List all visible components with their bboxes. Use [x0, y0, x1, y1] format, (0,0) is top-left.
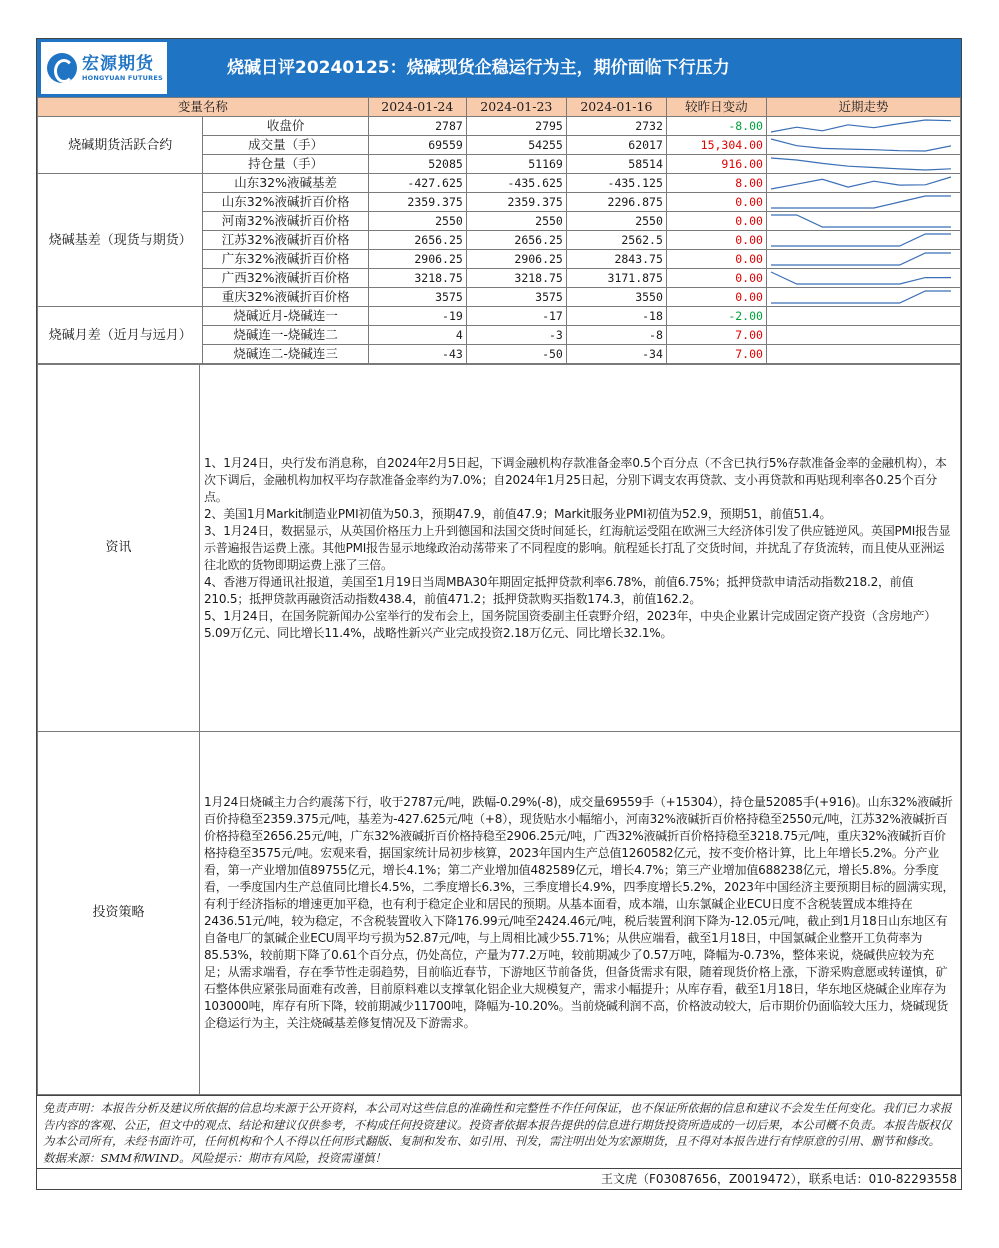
trend-sparkline	[766, 117, 960, 136]
change-value: 8.00	[666, 174, 766, 193]
value-2024-01-24: 2359.375	[368, 193, 466, 212]
logo-en: HONGYUAN FUTURES	[82, 73, 163, 82]
sparkline-svg	[767, 269, 955, 287]
variable-name: 广东32%液碱折百价格	[203, 250, 368, 269]
news-item: 5、1月24日，在国务院新闻办公室举行的发布会上，国务院国资委副主任袁野介绍，2023年，中央企业累计完成固定资产投资（含房地产）5.09万亿元、同比增长11.4%，战略性新兴产业完成投资2.18万亿元、同比增长32.1%。	[204, 608, 937, 640]
sparkline-svg	[767, 174, 955, 192]
variable-name: 山东32%液碱折百价格	[203, 193, 368, 212]
value-2024-01-16: -435.125	[566, 174, 666, 193]
sparkline-svg	[767, 212, 955, 230]
value-2024-01-23: -17	[466, 307, 566, 326]
sparkline-line	[771, 215, 951, 227]
value-2024-01-23: -435.625	[466, 174, 566, 193]
trend-sparkline	[766, 269, 960, 288]
value-2024-01-16: 2562.5	[566, 231, 666, 250]
sparkline-svg	[767, 250, 955, 268]
news-item: 3、1月24日，数据显示，从英国价格压力上升到德国和法国交货时间延长，红海航运受阻在欧洲三大经济体引发了供应链逆风。英国PMI报告显示普遍报告运费上涨。其他PMI报告显示地缘政治动荡带来了不同程度的影响。航程延长打乱了交货时间，并扰乱了存货流转，而且使从亚洲运往北欧的货物即期运费上涨了三倍。	[204, 523, 951, 572]
value-2024-01-23: 2359.375	[466, 193, 566, 212]
value-2024-01-24: -43	[368, 345, 466, 364]
value-2024-01-24: -19	[368, 307, 466, 326]
sparkline-svg	[767, 231, 955, 249]
value-2024-01-23: 2656.25	[466, 231, 566, 250]
value-2024-01-23: 3575	[466, 288, 566, 307]
trend-sparkline	[766, 250, 960, 269]
news-item: 4、香港万得通讯社报道，美国至1月19日当周MBA30年期固定抵押贷款利率6.78%，前值6.75%；抵押贷款申请活动指数218.2，前值210.5；抵押贷款再融资活动指数438.4，前值471.2；抵押贷款购买指数174.3，前值162.2。	[204, 574, 914, 606]
trend-sparkline	[766, 212, 960, 231]
variable-name: 烧碱连二-烧碱连三	[203, 345, 368, 364]
report-title: 烧碱日评20240125：烧碱现货企稳运行为主，期价面临下行压力	[227, 58, 730, 78]
sparkline-line	[771, 196, 951, 208]
change-value: 0.00	[666, 193, 766, 212]
variable-name: 河南32%液碱折百价格	[203, 212, 368, 231]
group-label: 烧碱基差（现货与期货）	[38, 174, 203, 307]
value-2024-01-16: 62017	[566, 136, 666, 155]
value-2024-01-16: 2843.75	[566, 250, 666, 269]
sparkline-line	[771, 177, 951, 189]
value-2024-01-16: 2732	[566, 117, 666, 136]
sparkline-svg	[767, 193, 955, 211]
sparkline-line	[771, 158, 951, 170]
value-2024-01-24: 3575	[368, 288, 466, 307]
sparkline-line	[771, 272, 951, 284]
trend-sparkline	[766, 174, 960, 193]
change-value: 0.00	[666, 269, 766, 288]
sparkline-line	[771, 120, 951, 132]
trend-sparkline	[766, 193, 960, 212]
trend-sparkline	[766, 155, 960, 174]
variable-name: 持仓量（手）	[203, 155, 368, 174]
group-label: 烧碱月差（近月与远月）	[38, 307, 203, 364]
sparkline-line	[771, 139, 951, 151]
value-2024-01-16: 2550	[566, 212, 666, 231]
logo-icon	[47, 53, 77, 83]
value-2024-01-23: -50	[466, 345, 566, 364]
variable-name: 重庆32%液碱折百价格	[203, 288, 368, 307]
logo-cn: 宏源期货	[82, 53, 154, 74]
change-value: 916.00	[666, 155, 766, 174]
value-2024-01-24: 3218.75	[368, 269, 466, 288]
trend-sparkline	[766, 345, 960, 364]
sparkline-svg	[767, 155, 955, 173]
value-2024-01-16: 3171.875	[566, 269, 666, 288]
variable-name: 烧碱近月-烧碱连一	[203, 307, 368, 326]
variable-name: 成交量（手）	[203, 136, 368, 155]
col-header-trend: 近期走势	[766, 98, 960, 117]
analyst-footer: 王文虎（F03087656，Z0019472），联系电话：010-82293558	[37, 1168, 961, 1189]
sparkline-line	[771, 234, 951, 246]
trend-sparkline	[766, 136, 960, 155]
value-2024-01-24: 69559	[368, 136, 466, 155]
variable-name: 烧碱连一-烧碱连二	[203, 326, 368, 345]
data-source-text: 数据来源：SMM和WIND。风险提示：期市有风险，投资需谨慎！	[43, 1150, 387, 1165]
news-label: 资讯	[38, 365, 200, 732]
trend-sparkline	[766, 288, 960, 307]
variable-name: 广西32%液碱折百价格	[203, 269, 368, 288]
sparkline-svg	[767, 117, 955, 135]
text-table	[37, 364, 961, 1095]
variable-name: 山东32%液碱基差	[203, 174, 368, 193]
table-header-row	[38, 98, 961, 117]
disclaimer-block	[37, 1095, 961, 1168]
change-value: 0.00	[666, 212, 766, 231]
table-row	[38, 307, 961, 326]
table-row	[38, 174, 961, 193]
value-2024-01-23: 51169	[466, 155, 566, 174]
col-header-date-2: 2024-01-23	[466, 98, 566, 117]
value-2024-01-23: -3	[466, 326, 566, 345]
value-2024-01-16: 2296.875	[566, 193, 666, 212]
change-value: 7.00	[666, 326, 766, 345]
col-header-variable: 变量名称	[38, 98, 369, 117]
change-value: -2.00	[666, 307, 766, 326]
value-2024-01-16: 3550	[566, 288, 666, 307]
value-2024-01-24: 2787	[368, 117, 466, 136]
sparkline-line	[771, 253, 951, 265]
trend-sparkline	[766, 231, 960, 250]
value-2024-01-24: 2906.25	[368, 250, 466, 269]
value-2024-01-24: -427.625	[368, 174, 466, 193]
col-header-date-1: 2024-01-24	[368, 98, 466, 117]
trend-sparkline	[766, 326, 960, 345]
company-logo	[41, 42, 167, 94]
strategy-label: 投资策略	[38, 732, 200, 1095]
value-2024-01-16: -8	[566, 326, 666, 345]
value-2024-01-23: 2906.25	[466, 250, 566, 269]
value-2024-01-24: 52085	[368, 155, 466, 174]
value-2024-01-23: 3218.75	[466, 269, 566, 288]
strategy-text: 1月24日烧碱主力合约震荡下行，收于2787元/吨，跌幅-0.29%(-8)，成交量69559手（+15304），持仓量52085手(+916)。山东32%液碱折百价持稳至2359.375元/吨，基差为-427.625元/吨（+8），现货贴水小幅缩小，河南32%液碱折百价格持稳至2550元/吨，江苏32%液碱折百价格持稳至2656.25元/吨，广东32%液碱折百价格持稳至2906.25元/吨，广西32%液碱折百价格持稳至3218.75元/吨，重庆32%液碱折百价格持稳至3575元/吨。宏观来看，据国家统计局初步核算，2023年国内生产总值1260582亿元，按不变价格计算，比上年增长5.2%。分产业看，第一产业增加值89755亿元，增长4.1%；第二产业增加值482589亿元，增长4.7%；第三产业增加值688238亿元，增长5.8%。分季度看，一季度国内生产总值同比增长4.5%，二季度增长6.3%，三季度增长4.9%，四季度增长5.2%，2023年中国经济主要预期目标的圆满实现，有利于经济指标的增速更加平稳，也有利于稳定企业和居民的预期。从基本面看，成本端，山东氯碱企业ECU日度不含税装置成本维持在2436.51元/吨，较为稳定，不含税装置收入下降176.99元/吨至2424.46元/吨，税后装置利润下降为-12.05元/吨，截止到1月18日山东地区有自备电厂的氯碱企业ECU周平均亏损为52.87元/吨，与上周相比减少55.71%；从供应端看，截至1月18日，中国氯碱企业整开工负荷率为85.53%，较前期下降了0.61个百分点，仍处高位，产量为77.2万吨，较前期减少了0.57万吨，降幅为-0.73%，整体来说，烧碱供应较为充足；从需求端看，存在季节性走弱趋势，目前临近春节，下游地区节前备货，但备货需求有限，随着现货价格上涨，下游采购意愿或转谨慎，矿石整体供应紧张局面难有改善，目前原料难以支撑氧化铝企业大规模复产，需求小幅提升；从库存看，截至1月18日，华东地区烧碱企业库存为103000吨，库存有所下降，较前期减少11700吨，降幅为-10.20%。当前烧碱利润不高，价格波动较大，后市期价仍面临较大压力，烧碱现货企稳运行为主，关注烧碱基差修复情况及下游需求。	[200, 732, 961, 1095]
sparkline-svg	[767, 288, 955, 306]
disclaimer-text: 免责声明：本报告分析及建议所依据的信息均来源于公开资料，本公司对这些信息的准确性和完整性不作任何保证，也不保证所依据的信息和建议不会发生任何变化。我们已力求报告内容的客观、公正，但文中的观点、结论和建议仅供参考，不构成任何投资建议。投资者依据本报告提供的信息进行期货投资所造成的一切后果，本公司概不负责。本报告版权仅为本公司所有，未经书面许可，任何机构和个人不得以任何形式翻版、复制和发布、如引用、刊发，需注明出处为宏源期货，且不得对本报告进行有悖原意的引用、删节和修改。	[43, 1101, 952, 1148]
sparkline-line	[771, 291, 951, 303]
change-value: -8.00	[666, 117, 766, 136]
value-2024-01-23: 2795	[466, 117, 566, 136]
report-sheet	[36, 38, 962, 1190]
trend-sparkline	[766, 307, 960, 326]
sparkline-svg	[767, 136, 955, 154]
value-2024-01-23: 54255	[466, 136, 566, 155]
value-2024-01-24: 4	[368, 326, 466, 345]
group-label: 烧碱期货活跃合约	[38, 117, 203, 174]
value-2024-01-16: 58514	[566, 155, 666, 174]
news-text	[200, 365, 961, 732]
value-2024-01-24: 2656.25	[368, 231, 466, 250]
change-value: 0.00	[666, 231, 766, 250]
news-item: 1、1月24日，央行发布消息称，自2024年2月5日起，下调金融机构存款准备金率0.5个百分点（不含已执行5%存款准备金率的金融机构），本次下调后，金融机构加权平均存款准备金率约为7.0%；自2024年1月25日起，分别下调支农再贷款、支小再贷款和再贴现利率各0.25个百分点。	[204, 455, 947, 504]
news-item: 2、美国1月Markit制造业PMI初值为50.3，预期47.9，前值47.9；Markit服务业PMI初值为52.9，预期51，前值51.4。	[204, 506, 832, 521]
change-value: 0.00	[666, 250, 766, 269]
data-table	[37, 97, 961, 364]
change-value: 0.00	[666, 288, 766, 307]
variable-name: 江苏32%液碱折百价格	[203, 231, 368, 250]
report-header	[37, 39, 961, 97]
change-value: 7.00	[666, 345, 766, 364]
news-body	[204, 455, 956, 642]
col-header-date-3: 2024-01-16	[566, 98, 666, 117]
change-value: 15,304.00	[666, 136, 766, 155]
col-header-change: 较昨日变动	[666, 98, 766, 117]
table-row	[38, 117, 961, 136]
value-2024-01-24: 2550	[368, 212, 466, 231]
value-2024-01-23: 2550	[466, 212, 566, 231]
value-2024-01-16: -34	[566, 345, 666, 364]
value-2024-01-16: -18	[566, 307, 666, 326]
variable-name: 收盘价	[203, 117, 368, 136]
